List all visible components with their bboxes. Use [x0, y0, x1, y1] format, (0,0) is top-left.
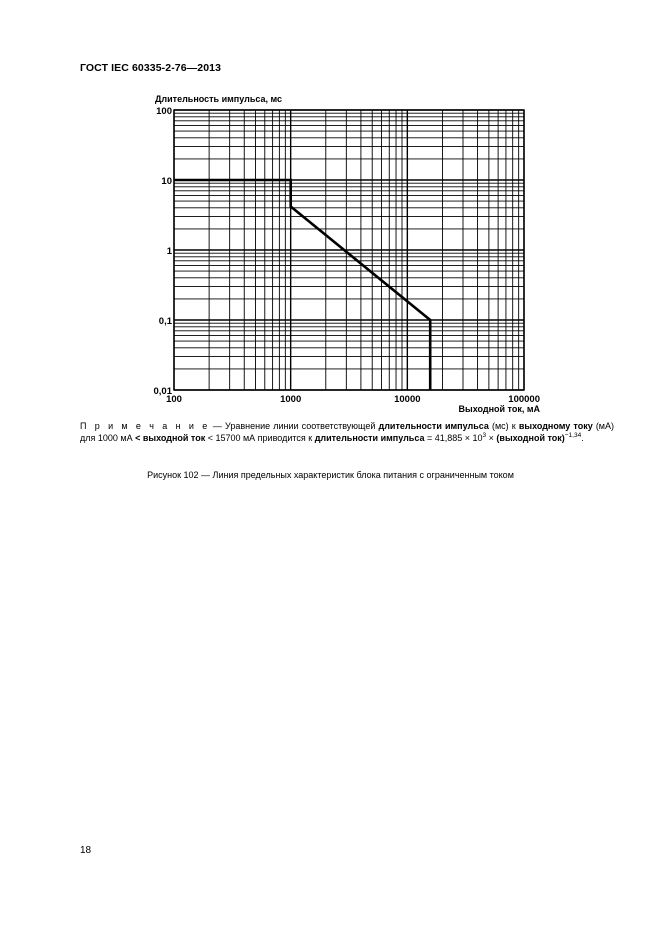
note-text: ×: [486, 432, 497, 443]
limit-line: [174, 180, 430, 390]
y-tick-label: 0,1: [158, 316, 172, 327]
note-term: длительности импульса: [314, 432, 425, 443]
note-text: (мА) для 1000 мА: [80, 421, 614, 443]
figure-caption: Рисунок 102 — Линия предельных характеристик блока питания с ограниченным током: [147, 470, 514, 480]
note-term: (выходной ток): [496, 432, 565, 443]
x-tick-label: 100: [166, 394, 182, 405]
pulse-duration-chart: [0, 0, 661, 420]
x-tick-label: 100000: [508, 394, 540, 405]
note-exponent: −1,34: [564, 431, 582, 439]
y-tick-label: 10: [161, 176, 172, 187]
y-axis-label: Длительность импульса, мс: [155, 94, 283, 104]
note-text: (мс) к: [488, 421, 519, 431]
y-tick-label: 1: [166, 246, 172, 257]
note-term: выходному току: [518, 421, 593, 431]
y-tick-label: 0,01: [153, 386, 172, 397]
note-prefix: П р и м е ч а н и е: [80, 421, 210, 431]
note-exponent: 3: [482, 431, 487, 439]
note-text: < 15700 мА приводится к: [205, 432, 315, 443]
page-number: 18: [80, 845, 92, 856]
note-text: .: [581, 432, 584, 443]
x-tick-label: 10000: [394, 394, 421, 405]
x-axis-label: Выходной ток, мА: [458, 404, 540, 414]
chart-series: [174, 180, 430, 390]
x-tick-label: 1000: [280, 394, 302, 405]
note-term: < выходной ток: [135, 432, 206, 443]
figure-note: [80, 421, 614, 444]
y-tick-label: 100: [156, 106, 172, 117]
note-text: — Уравнение линии соответствующей: [209, 421, 379, 431]
note-term: длительности импульса: [378, 421, 489, 431]
document-header: ГОСТ IEC 60335-2-76—2013: [80, 62, 222, 74]
note-text: = 41,885 × 10: [424, 432, 483, 443]
